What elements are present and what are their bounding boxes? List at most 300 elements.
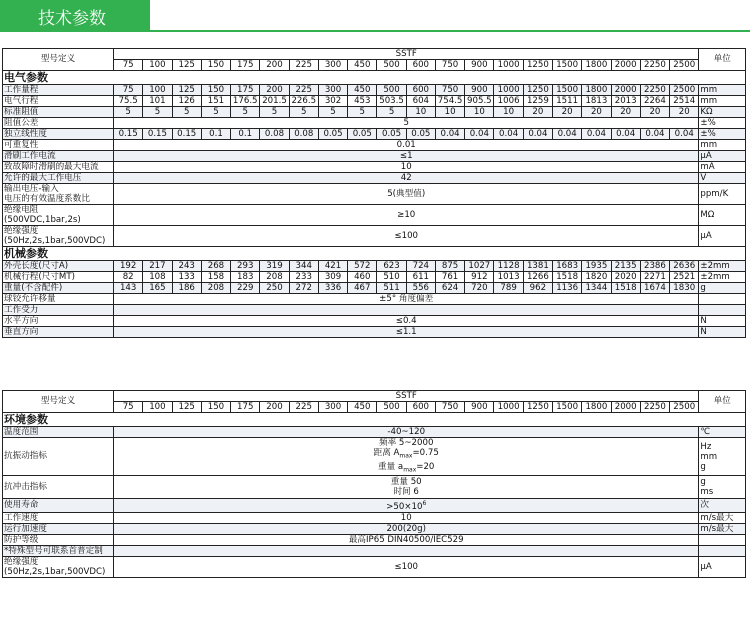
value-cell: 0.05 xyxy=(318,129,347,140)
unit-line: g xyxy=(700,461,706,472)
unit-cell: ±2mm xyxy=(699,261,746,272)
value-cell: 5 xyxy=(377,107,406,118)
value-cell: 183 xyxy=(231,272,260,283)
value-cell: 250 xyxy=(260,283,289,294)
value-cell: 201.5 xyxy=(260,96,289,107)
header-row xyxy=(3,49,746,60)
value-cell: 1250 xyxy=(523,85,552,96)
model-cell: 750 xyxy=(435,402,464,413)
row-horizontal xyxy=(3,316,746,327)
unit-cell: μA xyxy=(699,557,746,578)
value-cell: 1027 xyxy=(465,261,494,272)
row-label: 可重复性 xyxy=(3,140,114,151)
row-label-line1: 绝缘强度 xyxy=(4,226,39,236)
value-cell: 75.5 xyxy=(114,96,143,107)
value-cell: 300 xyxy=(318,85,347,96)
electrical-mechanical-spec-table xyxy=(2,48,746,338)
value-cell xyxy=(114,476,699,499)
unit-cell: ppm/K xyxy=(699,184,746,205)
model-cell: 750 xyxy=(435,60,464,71)
value-cell: 0.08 xyxy=(260,129,289,140)
value-cell: 1820 xyxy=(582,272,611,283)
value-cell: 754.5 xyxy=(435,96,464,107)
value-cell: 10 xyxy=(494,107,523,118)
row-electrical-travel xyxy=(3,96,746,107)
unit-header: 单位 xyxy=(699,391,746,413)
model-cell: 225 xyxy=(289,60,318,71)
unit-cell: N xyxy=(699,316,746,327)
shock-time: 时间 6 xyxy=(393,487,419,498)
value-cell: 5 xyxy=(201,107,230,118)
value-cell: 789 xyxy=(494,283,523,294)
value-cell: 604 xyxy=(406,96,435,107)
value-cell: 0.04 xyxy=(582,129,611,140)
value-cell: 82 xyxy=(114,272,143,283)
value-cell: 5 xyxy=(143,107,172,118)
value-cell: 5 xyxy=(172,107,201,118)
value-cell: 108 xyxy=(143,272,172,283)
model-cell: 150 xyxy=(201,60,230,71)
model-definition-label: 型号定义 xyxy=(3,49,114,71)
row-label: 工作受力 xyxy=(3,305,114,316)
value-cell: 最高IP65 DIN40500/IEC529 xyxy=(114,535,699,546)
value-cell: 0.05 xyxy=(406,129,435,140)
model-definition-label: 型号定义 xyxy=(3,391,114,413)
value-cell: 200 xyxy=(260,85,289,96)
unit-cell: ±2mm xyxy=(699,272,746,283)
row-label-line1: 绝缘电阻 xyxy=(4,205,39,215)
value-cell: 0.04 xyxy=(435,129,464,140)
vibration-frequency: 频率 5~2000 xyxy=(378,438,434,448)
value-cell: 10 xyxy=(114,513,699,524)
model-cell: 450 xyxy=(348,402,377,413)
value-cell: 272 xyxy=(289,283,318,294)
unit-cell xyxy=(699,305,746,316)
value-cell: 150 xyxy=(201,85,230,96)
value-cell: -40~120 xyxy=(114,427,699,438)
model-cell: 2500 xyxy=(670,402,699,413)
value-cell xyxy=(114,546,699,557)
unit-cell: μA xyxy=(699,226,746,247)
row-label: 电气行程 xyxy=(3,96,114,107)
model-cell: 75 xyxy=(114,402,143,413)
value-cell: 503.5 xyxy=(377,96,406,107)
row-label-line2: (50Hz,2s,1bar,500VDC) xyxy=(4,236,106,246)
value-cell: 1683 xyxy=(553,261,582,272)
value-cell: ≤1 xyxy=(114,151,699,162)
model-cell: 600 xyxy=(406,402,435,413)
model-cell: 300 xyxy=(318,402,347,413)
model-cell: 1500 xyxy=(553,402,582,413)
header-row xyxy=(3,391,746,402)
value-cell: 192 xyxy=(114,261,143,272)
value-cell: 1800 xyxy=(582,85,611,96)
value-cell: 0.15 xyxy=(114,129,143,140)
row-label: 机械行程(尺寸MT) xyxy=(3,272,114,283)
value-cell: 208 xyxy=(201,283,230,294)
value-cell: 5 xyxy=(114,107,143,118)
row-label: 球铰允许移量 xyxy=(3,294,114,305)
life-exponent: 6 xyxy=(422,500,427,508)
value-cell: 186 xyxy=(172,283,201,294)
row-label: 标准阻值 xyxy=(3,107,114,118)
model-cell: 2250 xyxy=(640,60,669,71)
life-value: >50×10 xyxy=(386,502,423,513)
value-cell: 1518 xyxy=(553,272,582,283)
value-cell: 1674 xyxy=(640,283,669,294)
model-cell: 450 xyxy=(348,60,377,71)
unit-line: ms xyxy=(700,487,714,498)
value-cell: 500 xyxy=(377,85,406,96)
value-cell: 226.5 xyxy=(289,96,318,107)
unit-cell xyxy=(699,546,746,557)
value-cell: 0.04 xyxy=(553,129,582,140)
value-cell: 2500 xyxy=(670,85,699,96)
model-cell: 2250 xyxy=(640,402,669,413)
row-label: 致故障时滑刷的最大电流 xyxy=(3,162,114,173)
row-label: 阻值公差 xyxy=(3,118,114,129)
row-insulation-strength xyxy=(3,226,746,247)
row-label: 滑刷工作电流 xyxy=(3,151,114,162)
shock-weight: 重量 50 xyxy=(390,477,422,488)
value-cell: 467 xyxy=(348,283,377,294)
model-cell: 125 xyxy=(172,402,201,413)
model-cell: 1000 xyxy=(494,402,523,413)
value-cell: 962 xyxy=(523,283,552,294)
section-electrical xyxy=(3,71,746,85)
row-insulation-strength xyxy=(3,557,746,578)
value-cell: 336 xyxy=(318,283,347,294)
model-cell: 1250 xyxy=(523,60,552,71)
value-cell: ≤0.4 xyxy=(114,316,699,327)
subscript: max xyxy=(399,452,413,460)
unit-cell: m/s最大 xyxy=(699,524,746,535)
unit-cell xyxy=(699,476,746,499)
vibration-distance xyxy=(115,448,697,462)
row-housing-length xyxy=(3,261,746,272)
value-cell: 10 xyxy=(465,107,494,118)
vibration-weight xyxy=(115,462,697,476)
value-cell: ≥10 xyxy=(114,205,699,226)
value-cell: 42 xyxy=(114,173,699,184)
row-special-note xyxy=(3,546,746,557)
section-title: 电气参数 xyxy=(3,71,746,85)
row-label xyxy=(3,184,114,205)
value-cell: 302 xyxy=(318,96,347,107)
value-cell: 0.1 xyxy=(201,129,230,140)
row-standard-resistance xyxy=(3,107,746,118)
value-cell: 0.04 xyxy=(465,129,494,140)
unit-cell: m/s最大 xyxy=(699,513,746,524)
model-cell: 500 xyxy=(377,60,406,71)
model-cell: 125 xyxy=(172,60,201,71)
row-label: 水平方向 xyxy=(3,316,114,327)
text: 距离 A xyxy=(373,448,400,458)
page-header xyxy=(0,0,750,32)
value-cell: 2271 xyxy=(640,272,669,283)
unit-cell: N xyxy=(699,327,746,338)
value-cell xyxy=(114,499,699,513)
subscript: max xyxy=(403,466,417,474)
value-cell: 611 xyxy=(406,272,435,283)
section-mechanical xyxy=(3,247,746,261)
value-cell: 1518 xyxy=(611,283,640,294)
value-cell: 1128 xyxy=(494,261,523,272)
model-cell: 1800 xyxy=(582,402,611,413)
row-label xyxy=(3,226,114,247)
row-temperature-coefficient xyxy=(3,184,746,205)
value-cell: 510 xyxy=(377,272,406,283)
row-label: 使用寿命 xyxy=(3,499,114,513)
row-insulation-resistance xyxy=(3,205,746,226)
value-cell: 1511 xyxy=(553,96,582,107)
row-label: 独立线性度 xyxy=(3,129,114,140)
value-cell: ±5° 角度偏差 xyxy=(114,294,699,305)
row-label: 外壳长度(尺寸A) xyxy=(3,261,114,272)
value-cell: 2264 xyxy=(640,96,669,107)
value-cell: 1344 xyxy=(582,283,611,294)
value-cell: 900 xyxy=(465,85,494,96)
row-vibration xyxy=(3,438,746,476)
environment-spec-table xyxy=(2,390,746,578)
model-cell: 500 xyxy=(377,402,406,413)
value-cell: 1006 xyxy=(494,96,523,107)
value-cell: 268 xyxy=(201,261,230,272)
value-cell: 10 xyxy=(435,107,464,118)
row-label: 温度范围 xyxy=(3,427,114,438)
unit-cell: ±% xyxy=(699,129,746,140)
page-title: 技术参数 xyxy=(38,9,106,29)
value-cell: 623 xyxy=(377,261,406,272)
row-label: 垂直方向 xyxy=(3,327,114,338)
value-cell: 5 xyxy=(260,107,289,118)
value-cell: 421 xyxy=(318,261,347,272)
model-cell: 1500 xyxy=(553,60,582,71)
value-cell: ≤100 xyxy=(114,557,699,578)
row-label: *特殊型号可联系首普定制 xyxy=(3,546,114,557)
value-cell: 217 xyxy=(143,261,172,272)
series-name: SSTF xyxy=(114,391,699,402)
value-cell: 5 xyxy=(289,107,318,118)
value-cell: 2020 xyxy=(611,272,640,283)
value-cell: 1813 xyxy=(582,96,611,107)
model-cell: 175 xyxy=(231,60,260,71)
row-label: 工作速度 xyxy=(3,513,114,524)
value-cell: 126 xyxy=(172,96,201,107)
unit-cell: KΩ xyxy=(699,107,746,118)
row-weight xyxy=(3,283,746,294)
value-cell: 450 xyxy=(348,85,377,96)
value-cell: 176.5 xyxy=(231,96,260,107)
value-cell: 0.15 xyxy=(172,129,201,140)
value-cell: 0.04 xyxy=(494,129,523,140)
value-cell: 100 xyxy=(143,85,172,96)
value-cell: 1830 xyxy=(670,283,699,294)
value-cell: 75 xyxy=(114,85,143,96)
model-cell: 1000 xyxy=(494,60,523,71)
section-environment xyxy=(3,413,746,427)
row-label-line2: 电压的有效温度系数比 xyxy=(4,194,90,204)
unit-cell xyxy=(699,294,746,305)
row-label xyxy=(3,557,114,578)
value-cell: ≤1.1 xyxy=(114,327,699,338)
row-wiper-current xyxy=(3,151,746,162)
row-label-line1: 绝缘强度 xyxy=(4,557,39,568)
value-cell: 511 xyxy=(377,283,406,294)
row-working-speed xyxy=(3,513,746,524)
value-cell: 0.04 xyxy=(611,129,640,140)
value-cell: 460 xyxy=(348,272,377,283)
row-label: 工作量程 xyxy=(3,85,114,96)
text: =20 xyxy=(416,461,435,472)
row-temperature-range xyxy=(3,427,746,438)
value-cell: 344 xyxy=(289,261,318,272)
row-protection-class xyxy=(3,535,746,546)
value-cell: 750 xyxy=(435,85,464,96)
value-cell: 720 xyxy=(465,283,494,294)
model-cell: 100 xyxy=(143,402,172,413)
text: =0.75 xyxy=(412,448,439,458)
value-cell: 165 xyxy=(143,283,172,294)
value-cell: 624 xyxy=(435,283,464,294)
value-cell: 572 xyxy=(348,261,377,272)
unit-cell xyxy=(699,535,746,546)
value-cell: 2250 xyxy=(640,85,669,96)
row-work-range xyxy=(3,85,746,96)
value-cell: 905.5 xyxy=(465,96,494,107)
text: 重量 a xyxy=(378,461,404,472)
value-cell: 143 xyxy=(114,283,143,294)
value-cell: 243 xyxy=(172,261,201,272)
section-title: 机械参数 xyxy=(3,247,746,261)
value-cell: 1381 xyxy=(523,261,552,272)
row-label: 运行加速度 xyxy=(3,524,114,535)
unit-cell: ℃ xyxy=(699,427,746,438)
unit-line: g xyxy=(700,477,706,488)
value-cell: 158 xyxy=(201,272,230,283)
model-cell: 2000 xyxy=(611,402,640,413)
row-working-force xyxy=(3,305,746,316)
value-cell: 0.05 xyxy=(348,129,377,140)
value-cell: 5 xyxy=(318,107,347,118)
value-cell: 225 xyxy=(289,85,318,96)
header-divider xyxy=(0,30,750,32)
value-cell: 1136 xyxy=(553,283,582,294)
value-cell: 600 xyxy=(406,85,435,96)
value-cell: 2521 xyxy=(670,272,699,283)
value-cell: 875 xyxy=(435,261,464,272)
unit-cell: V xyxy=(699,173,746,184)
value-cell xyxy=(114,305,699,316)
row-label xyxy=(3,205,114,226)
model-row xyxy=(3,402,746,413)
unit-cell: ±% xyxy=(699,118,746,129)
value-cell: 2514 xyxy=(670,96,699,107)
value-cell: 20 xyxy=(611,107,640,118)
value-cell: 0.04 xyxy=(670,129,699,140)
value-cell: 175 xyxy=(231,85,260,96)
row-resistance-tolerance xyxy=(3,118,746,129)
model-cell: 600 xyxy=(406,60,435,71)
row-label-line2: (500VDC,1bar,2s) xyxy=(4,215,81,225)
value-cell: 101 xyxy=(143,96,172,107)
value-cell: 0.04 xyxy=(523,129,552,140)
unit-cell: MΩ xyxy=(699,205,746,226)
value-cell: 293 xyxy=(231,261,260,272)
value-cell: 0.01 xyxy=(114,140,699,151)
row-label-line2: (50Hz,2s,1bar,500VDC) xyxy=(4,567,106,578)
value-cell: 1013 xyxy=(494,272,523,283)
row-vertical xyxy=(3,327,746,338)
model-cell: 150 xyxy=(201,402,230,413)
value-cell xyxy=(114,438,699,476)
value-cell: 20 xyxy=(553,107,582,118)
unit-cell: mm xyxy=(699,140,746,151)
value-cell: 0.1 xyxy=(231,129,260,140)
value-cell: 133 xyxy=(172,272,201,283)
model-row xyxy=(3,60,746,71)
value-cell: 208 xyxy=(260,272,289,283)
row-shock xyxy=(3,476,746,499)
value-cell: 2000 xyxy=(611,85,640,96)
model-cell: 75 xyxy=(114,60,143,71)
model-cell: 1250 xyxy=(523,402,552,413)
model-cell: 900 xyxy=(465,402,494,413)
value-cell: 1500 xyxy=(553,85,582,96)
value-cell: 20 xyxy=(670,107,699,118)
value-cell: 10 xyxy=(114,162,699,173)
row-label-line1: 输出电压-输入 xyxy=(4,184,59,194)
model-cell: 200 xyxy=(260,60,289,71)
unit-cell: mm xyxy=(699,96,746,107)
value-cell: 912 xyxy=(465,272,494,283)
value-cell: 453 xyxy=(348,96,377,107)
value-cell: 5(典型值) xyxy=(114,184,699,205)
row-label: 防护等级 xyxy=(3,535,114,546)
value-cell: 0.08 xyxy=(289,129,318,140)
value-cell: 10 xyxy=(406,107,435,118)
model-cell: 2500 xyxy=(670,60,699,71)
value-cell: 2135 xyxy=(611,261,640,272)
row-mechanical-travel xyxy=(3,272,746,283)
model-cell: 2000 xyxy=(611,60,640,71)
unit-cell: mA xyxy=(699,162,746,173)
value-cell: 0.04 xyxy=(640,129,669,140)
unit-cell: μA xyxy=(699,151,746,162)
value-cell: 233 xyxy=(289,272,318,283)
model-cell: 200 xyxy=(260,402,289,413)
row-fault-current xyxy=(3,162,746,173)
value-cell: 5 xyxy=(114,118,699,129)
row-linearity xyxy=(3,129,746,140)
unit-cell: mm xyxy=(699,85,746,96)
row-label: 抗冲击指标 xyxy=(3,476,114,499)
row-service-life xyxy=(3,499,746,513)
value-cell: 5 xyxy=(231,107,260,118)
row-label: 重量(不含配件) xyxy=(3,283,114,294)
value-cell: 2386 xyxy=(640,261,669,272)
row-max-voltage xyxy=(3,173,746,184)
value-cell: 319 xyxy=(260,261,289,272)
value-cell: 20 xyxy=(582,107,611,118)
value-cell: 2636 xyxy=(670,261,699,272)
series-name: SSTF xyxy=(114,49,699,60)
model-cell: 1800 xyxy=(582,60,611,71)
model-cell: 175 xyxy=(231,402,260,413)
value-cell: 229 xyxy=(231,283,260,294)
value-cell: 0.15 xyxy=(143,129,172,140)
value-cell: 200(20g) xyxy=(114,524,699,535)
